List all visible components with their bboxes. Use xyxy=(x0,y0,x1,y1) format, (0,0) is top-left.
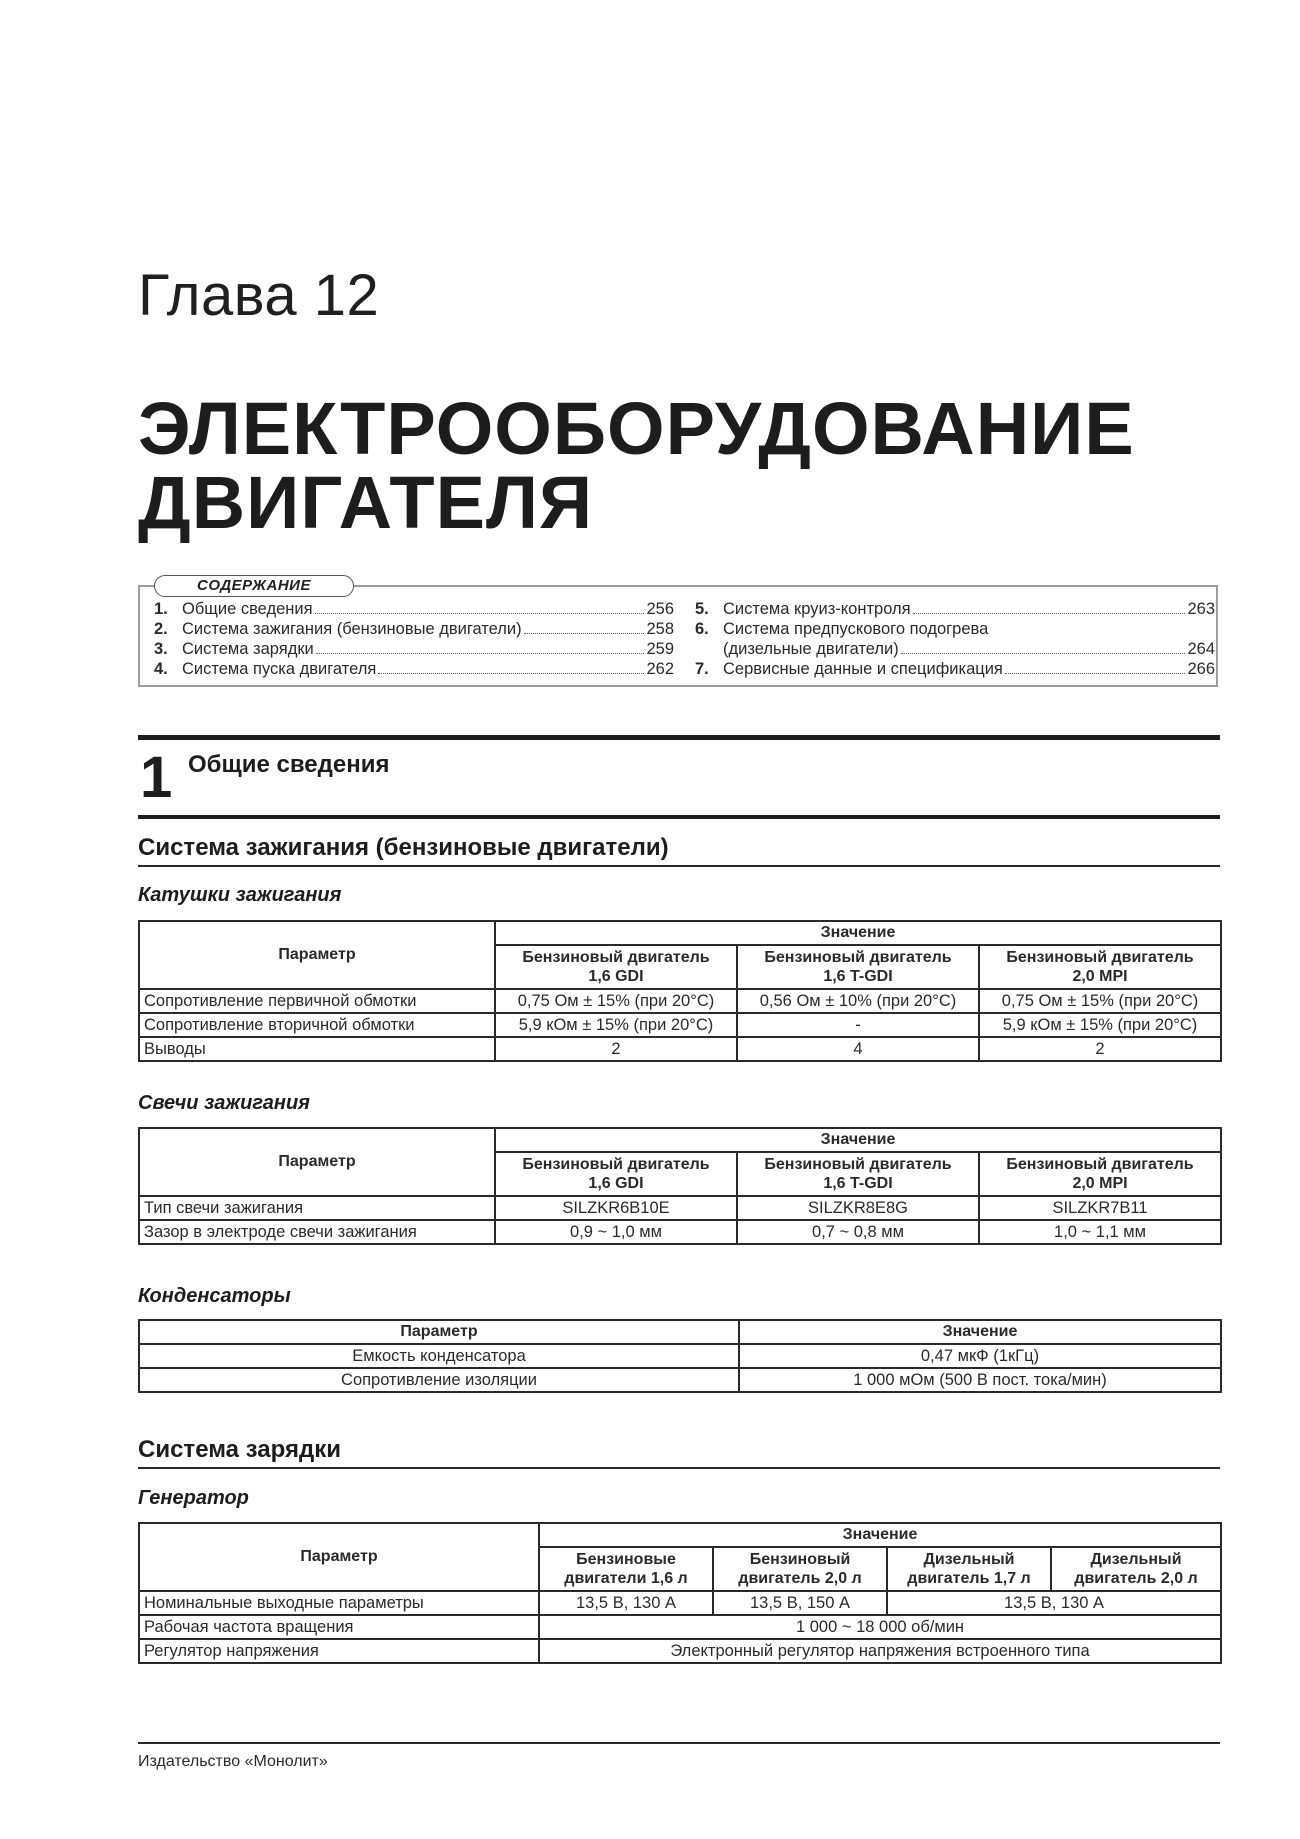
header-value: Значение xyxy=(539,1523,1221,1547)
header-value: Значение xyxy=(495,921,1221,945)
cell-value: SILZKR8E8G xyxy=(737,1196,979,1220)
contents-item[interactable] xyxy=(154,639,674,659)
header-value: Значение xyxy=(739,1320,1221,1344)
plugs-table xyxy=(138,1127,1222,1245)
cell-value: 1,0 ~ 1,1 мм xyxy=(979,1220,1221,1244)
cell-value: SILZKR6B10E xyxy=(495,1196,737,1220)
table-row xyxy=(139,1368,1221,1392)
contents-item-label: Система зажигания (бензиновые двигатели) xyxy=(182,620,522,638)
cell-param: Рабочая частота вращения xyxy=(139,1615,539,1639)
contents-item-number: 6. xyxy=(695,620,709,638)
table-row xyxy=(139,1037,1221,1061)
table-title-plugs: Свечи зажигания xyxy=(138,1092,310,1114)
chapter-title xyxy=(138,387,1135,544)
contents-item-number: 4. xyxy=(154,660,168,678)
contents-item-page: 264 xyxy=(1187,640,1215,658)
header-engine: Бензиновый двигатель 1,6 T-GDI xyxy=(737,1152,979,1196)
cell-value: 0,75 Ом ± 15% (при 20°С) xyxy=(495,989,737,1013)
header-engine: Бензиновый двигатель 1,6 GDI xyxy=(495,1152,737,1196)
contents-item-number: 5. xyxy=(695,600,709,618)
contents-item-label: Система предпускового подогрева xyxy=(723,620,989,638)
header-parameter: Параметр xyxy=(139,1523,539,1591)
cell-param: Выводы xyxy=(139,1037,495,1061)
publisher-footer: Издательство «Монолит» xyxy=(138,1753,328,1770)
cell-value: 0,7 ~ 0,8 мм xyxy=(737,1220,979,1244)
contents-item-page: 263 xyxy=(1187,600,1215,618)
cell-value: 1 000 ~ 18 000 об/мин xyxy=(539,1615,1221,1639)
cell-value: 5,9 кОм ± 15% (при 20°С) xyxy=(979,1013,1221,1037)
header-engine: Бензиновые двигатели 1,6 л xyxy=(539,1547,713,1591)
header-engine: Дизельный двигатель 2,0 л xyxy=(1051,1547,1221,1591)
contents-item-continuation[interactable] xyxy=(695,639,1215,659)
header-parameter: Параметр xyxy=(139,1128,495,1196)
header-engine: Бензиновый двигатель 2,0 л xyxy=(713,1547,887,1591)
contents-item-number: 1. xyxy=(154,600,168,618)
section-number: 1 xyxy=(140,745,173,810)
leader-dots xyxy=(901,652,1186,654)
cell-value: 4 xyxy=(737,1037,979,1061)
cell-value: Электронный регулятор напряжения встроенного типа xyxy=(539,1639,1221,1663)
cell-param: Сопротивление вторичной обмотки xyxy=(139,1013,495,1037)
cell-value: 0,75 Ом ± 15% (при 20°С) xyxy=(979,989,1221,1013)
leader-dots xyxy=(913,612,1186,614)
header-engine: Бензиновый двигатель 1,6 T-GDI xyxy=(737,945,979,989)
contents-item[interactable] xyxy=(154,619,674,639)
header-parameter: Параметр xyxy=(139,921,495,989)
contents-item-number: 7. xyxy=(695,660,709,678)
cell-param: Сопротивление изоляции xyxy=(139,1368,739,1392)
contents-item-page: 256 xyxy=(646,600,674,618)
contents-item-page: 262 xyxy=(646,660,674,678)
table-row xyxy=(139,1196,1221,1220)
header-value: Значение xyxy=(495,1128,1221,1152)
leader-dots xyxy=(524,632,645,634)
contents-item[interactable] xyxy=(154,659,674,679)
cell-value: 2 xyxy=(979,1037,1221,1061)
header-parameter: Параметр xyxy=(139,1320,739,1344)
contents-item-page: 259 xyxy=(646,640,674,658)
cell-value: 0,47 мкФ (1кГц) xyxy=(739,1344,1221,1368)
cell-param: Тип свечи зажигания xyxy=(139,1196,495,1220)
cell-param: Зазор в электроде свечи зажигания xyxy=(139,1220,495,1244)
header-engine: Дизельный двигатель 1,7 л xyxy=(887,1547,1051,1591)
chapter-label: Глава 12 xyxy=(138,263,380,328)
contents-box xyxy=(138,577,1218,687)
contents-item-label: Сервисные данные и спецификация xyxy=(723,660,1003,678)
cell-param: Регулятор напряжения xyxy=(139,1639,539,1663)
contents-badge: СОДЕРЖАНИЕ xyxy=(154,575,354,597)
chapter-title-line-2: ДВИГАТЕЛЯ xyxy=(138,461,594,544)
table-row xyxy=(139,1344,1221,1368)
header-engine: Бензиновый двигатель 2,0 MPI xyxy=(979,1152,1221,1196)
leader-dots xyxy=(378,672,644,674)
capacitors-table xyxy=(138,1319,1222,1393)
contents-item[interactable] xyxy=(695,659,1215,679)
chapter-title-line-1: ЭЛЕКТРООБОРУДОВАНИЕ xyxy=(138,387,1135,470)
cell-param: Сопротивление первичной обмотки xyxy=(139,989,495,1013)
subsection-title-charging: Система зарядки xyxy=(138,1436,1220,1469)
contents-item-page: 266 xyxy=(1187,660,1215,678)
contents-column-right xyxy=(695,599,1215,679)
subsection-title-ignition: Система зажигания (бензиновые двигатели) xyxy=(138,834,1220,867)
table-title-generator: Генератор xyxy=(138,1487,249,1509)
contents-item[interactable] xyxy=(695,619,1215,639)
coils-table xyxy=(138,920,1222,1062)
cell-value: 1 000 мОм (500 В пост. тока/мин) xyxy=(739,1368,1221,1392)
contents-item-label: (дизельные двигатели) xyxy=(723,640,899,658)
header-engine: Бензиновый двигатель 2,0 MPI xyxy=(979,945,1221,989)
contents-item[interactable] xyxy=(154,599,674,619)
footer-rule xyxy=(138,1742,1220,1744)
section-title: Общие сведения xyxy=(188,751,390,778)
cell-value: 13,5 В, 130 А xyxy=(887,1591,1221,1615)
contents-item-number: 2. xyxy=(154,620,168,638)
contents-column-left xyxy=(154,599,674,679)
leader-dots xyxy=(1005,672,1186,674)
cell-value: 13,5 В, 150 А xyxy=(713,1591,887,1615)
cell-value: SILZKR7B11 xyxy=(979,1196,1221,1220)
cell-value: 13,5 В, 130 А xyxy=(539,1591,713,1615)
section-rule-top xyxy=(138,735,1220,740)
contents-item-label: Система круиз-контроля xyxy=(723,600,911,618)
table-title-capacitors: Конденсаторы xyxy=(138,1285,291,1307)
leader-dots xyxy=(316,652,645,654)
section-rule-bottom xyxy=(138,815,1220,819)
header-engine: Бензиновый двигатель 1,6 GDI xyxy=(495,945,737,989)
cell-value: 0,9 ~ 1,0 мм xyxy=(495,1220,737,1244)
table-row xyxy=(139,1220,1221,1244)
contents-item-label: Система пуска двигателя xyxy=(182,660,377,678)
cell-value: 5,9 кОм ± 15% (при 20°С) xyxy=(495,1013,737,1037)
cell-value: 0,56 Ом ± 10% (при 20°С) xyxy=(737,989,979,1013)
cell-value: - xyxy=(737,1013,979,1037)
table-title-coils: Катушки зажигания xyxy=(138,884,342,906)
contents-item[interactable] xyxy=(695,599,1215,619)
leader-dots xyxy=(315,612,645,614)
contents-item-label: Общие сведения xyxy=(182,600,313,618)
cell-param: Емкость конденсатора xyxy=(139,1344,739,1368)
table-row xyxy=(139,1615,1221,1639)
generator-table xyxy=(138,1522,1222,1664)
table-row xyxy=(139,989,1221,1013)
table-row xyxy=(139,1591,1221,1615)
contents-item-number: 3. xyxy=(154,640,168,658)
cell-param: Номинальные выходные параметры xyxy=(139,1591,539,1615)
contents-item-page: 258 xyxy=(646,620,674,638)
table-row xyxy=(139,1013,1221,1037)
table-row xyxy=(139,1639,1221,1663)
contents-item-label: Система зарядки xyxy=(182,640,314,658)
cell-value: 2 xyxy=(495,1037,737,1061)
